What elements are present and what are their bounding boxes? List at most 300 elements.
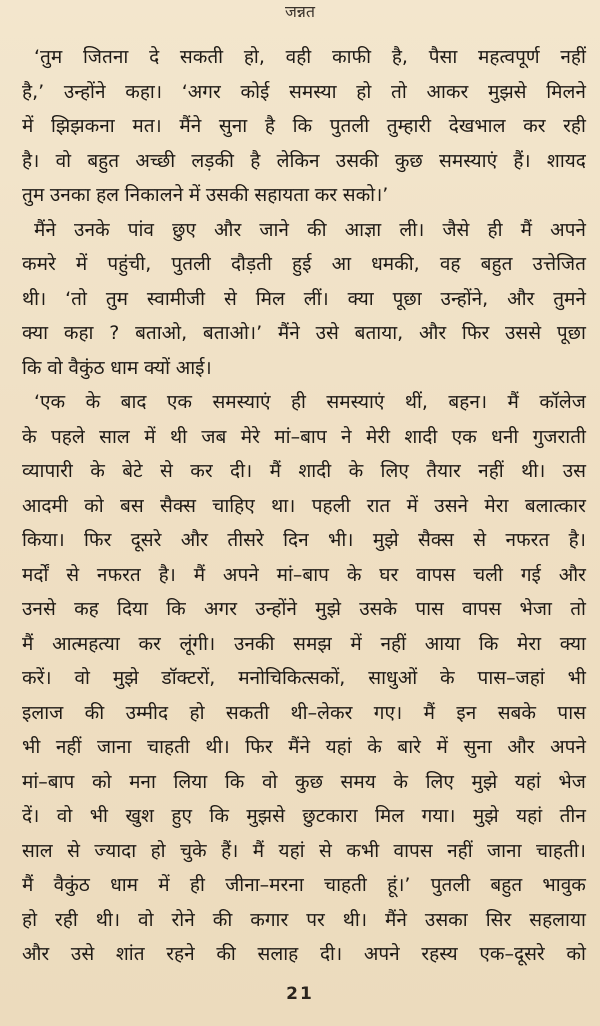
word: इन [456,701,477,724]
text-line [22,282,586,317]
word: समस्याएं [212,391,271,413]
word: आज्ञा [344,218,382,241]
word: थी–लेकर [290,701,353,724]
word: अपने [550,736,586,758]
word: के [346,563,362,586]
word: मैं [22,874,34,896]
word: सबके [497,701,536,724]
word: मुझे [315,598,341,620]
word: चली [473,563,503,586]
word: समस्याएं [326,391,385,413]
word: सलाह [257,943,299,965]
word: को [566,943,586,965]
word: दे [149,46,160,68]
word: फिर [84,529,112,551]
word: मां–बाप [274,425,327,448]
word: मैं [269,460,281,482]
word: था। [271,494,296,517]
word: वापस [393,839,433,862]
word: के [348,460,364,482]
word: उत्तेजित [532,253,586,275]
word: नहीं [478,460,504,482]
word: मैंने [385,908,407,931]
word: पुतली [329,115,370,137]
word: धमकी, [371,253,420,275]
word: वापस [462,598,502,620]
running-head: जन्नत [284,2,316,21]
word: से [160,460,173,482]
word: स्वामीजी [146,287,206,310]
word: धाम [110,356,139,379]
word: के [393,770,408,793]
word: जैसे [442,218,470,241]
word: में [75,253,88,275]
word: हो [189,701,205,724]
word: उन्होंने, [440,287,489,310]
word: झिझकना [51,115,115,137]
word: में [188,184,201,206]
text-line [22,730,586,765]
word: पहली [311,494,351,517]
text-line [22,40,586,75]
word: तो [570,598,586,620]
text-line [22,937,586,972]
text-line [22,213,586,248]
word: जितना [82,46,129,68]
word: कि [166,598,186,620]
word: हो [356,80,372,103]
word: को [91,770,112,793]
word: में [22,115,34,137]
word: वैकुंठ [68,356,105,379]
word: अपने [550,218,586,241]
word: मैंने [288,736,311,758]
word: जाना [96,736,132,758]
word: सहलाया [529,908,586,931]
word: से [223,287,237,310]
word: गए। [373,701,403,724]
word: शांत [115,943,145,965]
word: पहुंची, [107,253,152,275]
word: से [318,839,332,862]
word: नहीं [55,736,82,758]
word: भी [567,667,586,689]
word: आत्महत्या [52,632,120,655]
word: मां–बाप [22,770,75,793]
text-line [22,109,586,144]
word: उनके [74,218,110,241]
word: है [264,115,275,137]
word: मैं [252,839,265,862]
word: थीं, [404,391,428,413]
word: मिलने [546,80,586,103]
word: एक [451,425,477,448]
word: रहने [166,943,195,965]
word: कमरे [22,253,56,275]
word: है [250,149,261,172]
word: वैकुंठ [53,874,90,896]
word: पूछा [392,287,422,310]
text-line [22,178,586,213]
word: में [350,632,362,655]
word: को [84,494,104,517]
word: गुजराती [532,425,586,448]
word: उन्होंने [63,80,106,103]
word: करें। [22,667,52,689]
word: मनोचिकित्सकों, [238,667,346,689]
word: बारे [397,736,421,758]
word: पांव [127,218,154,241]
word: में [144,425,156,448]
word: मना [129,770,156,793]
word: कि [22,356,42,379]
word: एक–दूसरे [479,943,545,965]
word: रही [563,115,586,137]
word: देखभाल [448,115,506,137]
word: में [406,494,418,517]
word: समझ [293,632,332,655]
word: कगार [250,908,289,931]
word: ने [341,425,352,448]
word: जब [201,425,227,448]
word: यहां [325,736,352,758]
word: चाहती [324,874,367,896]
text-line [22,420,586,455]
word: भावुक [542,874,586,896]
word: साल [22,839,53,862]
word: मैंने [179,115,202,137]
word: कहा। [125,80,163,103]
word: उनका [49,184,91,206]
word: हुई [292,253,312,275]
word: कि [478,632,499,655]
word: उनसे [22,598,56,620]
word: बताओ।’ [202,322,263,344]
page-number: 21 [286,984,314,1004]
word: मैंने [34,218,56,241]
text-line [22,765,586,800]
word: कि [292,115,313,137]
word: थी। [205,736,230,758]
word: जीना–मरना [225,874,304,896]
word: है,’ [22,80,45,103]
word: और [22,943,50,965]
word: भी [89,805,108,827]
word: थी। [342,908,368,931]
word: और [180,529,209,551]
word: कुछ [295,770,323,793]
word: बस [119,494,144,517]
text-line [22,661,586,696]
word: तीन [559,805,586,827]
word: दौड़ती [230,253,272,275]
word: रोने [171,908,195,931]
word: सैक्स [160,494,196,517]
word: बहुत [87,149,120,172]
word: समय [340,770,376,793]
word: बताया, [354,322,404,344]
text-line [22,868,586,903]
word: पुतली [171,253,211,275]
word: थी। [95,908,121,931]
word: आकर [426,80,469,103]
word: उसे [315,322,339,344]
word: बहुत [480,253,513,275]
word: की [212,908,233,931]
word: के [367,736,382,758]
word: ली। [399,218,425,241]
word: सैक्स [417,529,454,551]
text-line [22,247,586,282]
word: वो [47,356,63,379]
word: तुमने [553,287,586,310]
word: हैं। [513,149,531,172]
word: ‘अगर [181,80,221,103]
word: और [558,563,586,586]
word: तुम्हारी [386,115,432,137]
word: है। [158,563,176,586]
word: वापस [416,563,456,586]
text-line [22,454,586,489]
word: मेरी [365,425,391,448]
word: से [66,563,80,586]
word: लीं। [303,287,329,310]
word: नहीं [380,632,407,655]
word: कभी [346,839,380,862]
word: दी। [230,460,253,482]
text-line [22,834,586,869]
word: शादी [404,425,438,448]
word: सकती [225,701,270,724]
word: मेरा [484,494,509,517]
word: बलात्कार [524,494,586,517]
word: उसे [70,943,95,965]
word: अपने [363,943,400,965]
word: मैं [22,632,34,655]
word: कर [190,460,213,482]
word: आया [424,632,461,655]
word: पर [306,908,325,931]
word: ही [290,391,306,413]
word: के [440,667,455,689]
word: भेज [558,770,586,793]
text-line [22,903,586,938]
word: वो [261,770,278,793]
word: मुझे [472,805,499,827]
text-line [22,558,586,593]
text-line [22,627,586,662]
word: उसका [424,908,468,931]
word: उम्मीद [125,701,169,724]
word: मुझे [112,667,139,689]
word: हो [150,839,166,862]
word: मैं [507,391,519,413]
word: फिर [245,736,273,758]
word: बाद [120,391,147,413]
word: वो [74,667,90,689]
word: दिन [283,529,309,551]
word: उसने [434,494,469,517]
word: मुझसे [487,80,527,103]
word: निकालने [124,184,184,206]
word: मैं [423,701,435,724]
word: पास [415,598,444,620]
word: कोई [240,80,270,103]
text-line [22,385,586,420]
word: लूंगी। [179,632,216,655]
word: ‘तुम [34,46,63,68]
word: रही [55,908,78,931]
word: थी [169,425,188,448]
word: यहां [278,839,305,862]
word: पुतली [430,874,471,896]
text-line [22,316,586,351]
word: रहस्य [421,943,458,965]
word: लिए [425,770,454,793]
word: अच्छी [135,149,176,172]
word: कर [523,115,546,137]
word: मुझे [372,529,399,551]
word: नफरत [505,529,550,551]
word: ‘तो [65,287,87,310]
word: उससे [505,322,542,344]
text-line [22,523,586,558]
word: ज्यादा [94,839,137,862]
word: महत्वपूर्ण [478,46,540,68]
text-line [22,489,586,524]
word: के [90,460,105,482]
word: मेरा [517,632,542,655]
word: गया। [421,805,456,827]
word: भी। [328,529,354,551]
word: अपने [222,563,259,586]
text-line [22,799,586,834]
word: नहीं [560,46,586,68]
word: वह [439,253,461,275]
word: के [85,391,101,413]
word: शायद [546,149,586,172]
word: तैयार [426,460,461,482]
word: फिर [461,322,490,344]
word: इलाज [22,701,64,724]
word: पास [557,701,586,724]
word: धाम [110,874,139,896]
word: उसकी [335,149,379,172]
word: ‘एक [34,391,66,413]
word: चाहती। [535,839,586,862]
word: के [22,425,37,448]
word: उन्होंने [255,598,297,620]
word: मिल [255,287,285,310]
word: थी। [521,460,546,482]
word: तो [391,80,407,103]
text-line [22,144,586,179]
word: ही [487,218,503,241]
word: बेटे [122,460,143,482]
word: आदमी [22,494,68,517]
word: मैंने [277,322,300,344]
word: यहां [514,770,541,793]
word: सुना [463,736,492,758]
word: मैं [193,563,206,586]
word: समस्या [289,80,337,103]
word: वही [285,46,312,68]
word: दूसरे [130,529,162,551]
word: है, [391,46,408,68]
word: थी। [22,287,47,310]
word: कह [74,598,99,620]
word: उसके [359,598,398,620]
word: काफी [331,46,372,68]
word: तुम [22,184,45,206]
word: भी [22,736,41,758]
word: वो [55,149,72,172]
word: मेरे [240,425,260,448]
word: साल [99,425,130,448]
word: चाहिए [212,494,255,517]
word: से [67,839,80,862]
word: मुझे [471,770,498,793]
word: ? [109,322,120,344]
word: लेकिन [276,149,320,172]
word: हुए [171,805,192,827]
word: जाना [487,839,522,862]
word: की [216,943,236,965]
word: किया। [22,529,65,551]
word: क्या [347,287,374,310]
word: मर्दों [22,563,49,586]
word: शादी [298,460,332,482]
word: है। [22,149,40,172]
word: पास–जहां [477,667,545,689]
word: सहायता [254,184,309,206]
word: सुना [218,115,248,137]
word: बहुत [490,874,523,896]
body-text [22,40,586,972]
word: ही [189,874,205,896]
word: कि [224,770,245,793]
word: कहा [63,322,94,344]
text-line [22,592,586,627]
word: दिया [117,598,148,620]
word: धनी [491,425,519,448]
word: दी। [319,943,343,965]
word: छुटकारा [302,805,358,827]
word: है। [568,529,586,551]
word: पहले [50,425,85,448]
word: मुझसे [246,805,285,827]
word: और [507,736,535,758]
word: घर [379,563,399,586]
word: लड़की [191,149,234,172]
word: बताओ, [135,322,188,344]
word: में [158,874,170,896]
word: तुम [105,287,129,310]
word: छुए [172,218,196,241]
word: पैसा [428,46,458,68]
word: उनकी [233,632,275,655]
word: लिया [173,770,208,793]
text-line [22,75,586,110]
text-line [22,351,586,386]
word: दें। [22,805,40,827]
word: हो [22,908,38,931]
word: मैं [520,218,532,241]
word: चुके [179,839,207,862]
word: समस्याएं [439,149,498,172]
word: व्यापारी [22,460,73,482]
word: वो [138,908,154,931]
